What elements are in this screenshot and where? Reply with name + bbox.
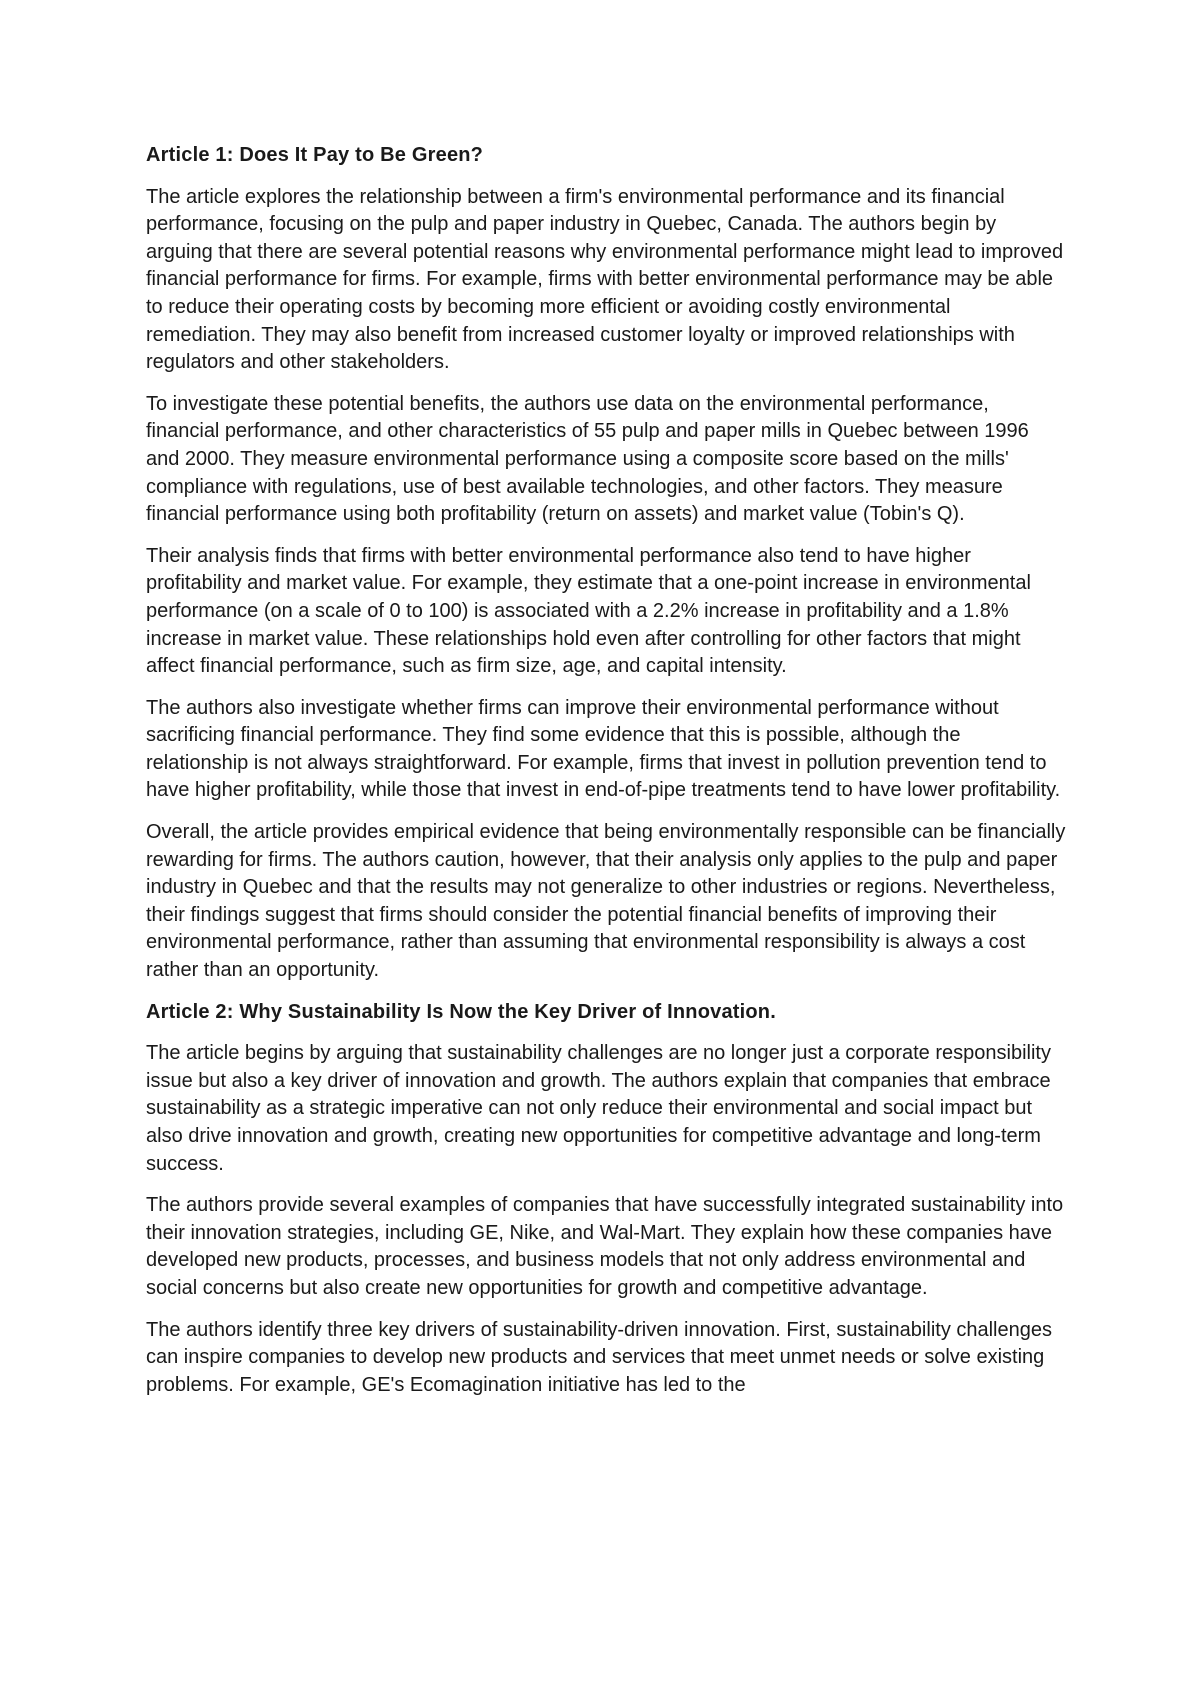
article-2-heading: Article 2: Why Sustainability Is Now the Key Driver of Innovation. [146,1000,776,1023]
article-2-paragraph-1: The article begins by arguing that sustainability challenges are no longer just a corporate responsibility issue but also a key driver of innovation and growth. The authors explain that companies that embrace sustainability as a strategic imperative can not only reduce their environmental and social impact but also drive innovation and growth, creating new opportunities for competitive advantage and long-term success. [146,1042,1051,1175]
article-2-paragraph-2: The authors provide several examples of companies that have successfully integrated sustainability into their innovation strategies, including GE, Nike, and Wal-Mart. They explain how these companies have developed new products, processes, and business models that not only address environmental and social concerns but also create new opportunities for growth and competitive advantage. [146,1194,1064,1299]
article-1-paragraph-1: The article explores the relationship between a firm's environmental performance and its financial performance, focusing on the pulp and paper industry in Quebec, Canada. The authors begin by arguing that there are several potential reasons why environmental performance might lead to improved financial performance for firms. For example, firms with better environmental performance may be able to reduce their operating costs by becoming more efficient or avoiding costly environmental remediation. They may also benefit from increased customer loyalty or improved relationships with regulators and other stakeholders. [146,185,1064,374]
document-page [146,142,1066,1413]
article-1-heading: Article 1: Does It Pay to Be Green? [146,144,484,166]
article-2-paragraph-3: The authors identify three key drivers of sustainability-driven innovation. First, sustainability challenges can inspire companies to develop new products and services that meet unmet needs or solve existing problems. For example, GE's Ecomagination initiative has led to the [146,1318,1052,1396]
article-1-paragraph-3: Their analysis finds that firms with better environmental performance also tend to have higher profitability and market value. For example, they estimate that a one-point increase in environmental performance (on a scale of 0 to 100) is associated with a 2.2% increase in profitability and a 1.8% increase in market value. These relationships hold even after controlling for other factors that might affect financial performance, such as firm size, age, and capital intensity. [146,544,1031,678]
article-1-paragraph-4: The authors also investigate whether firms can improve their environmental performance without sacrificing financial performance. They find some evidence that this is possible, although the relationship is not always straightforward. For example, firms that invest in pollution prevention tend to have higher profitability, while those that invest in end-of-pipe treatments tend to have lower profitability. [146,696,1061,802]
article-1-paragraph-5: Overall, the article provides empirical evidence that being environmentally responsible can be financially rewarding for firms. The authors caution, however, that their analysis only applies to the pulp and paper industry in Quebec and that the results may not generalize to other industries or regions. Nevertheless, their findings suggest that firms should consider the potential financial benefits of improving their environmental performance, rather than assuming that environmental responsibility is always a cost rather than an opportunity. [146,821,1066,982]
article-1-paragraph-2: To investigate these potential benefits, the authors use data on the environmental performance, financial performance, and other characteristics of 55 pulp and paper mills in Quebec between 1996 and 2000. They measure environmental performance using a composite score based on the mills' compliance with regulations, use of best available technologies, and other factors. They measure financial performance using both profitability (return on assets) and market value (Tobin's Q). [146,392,1029,526]
